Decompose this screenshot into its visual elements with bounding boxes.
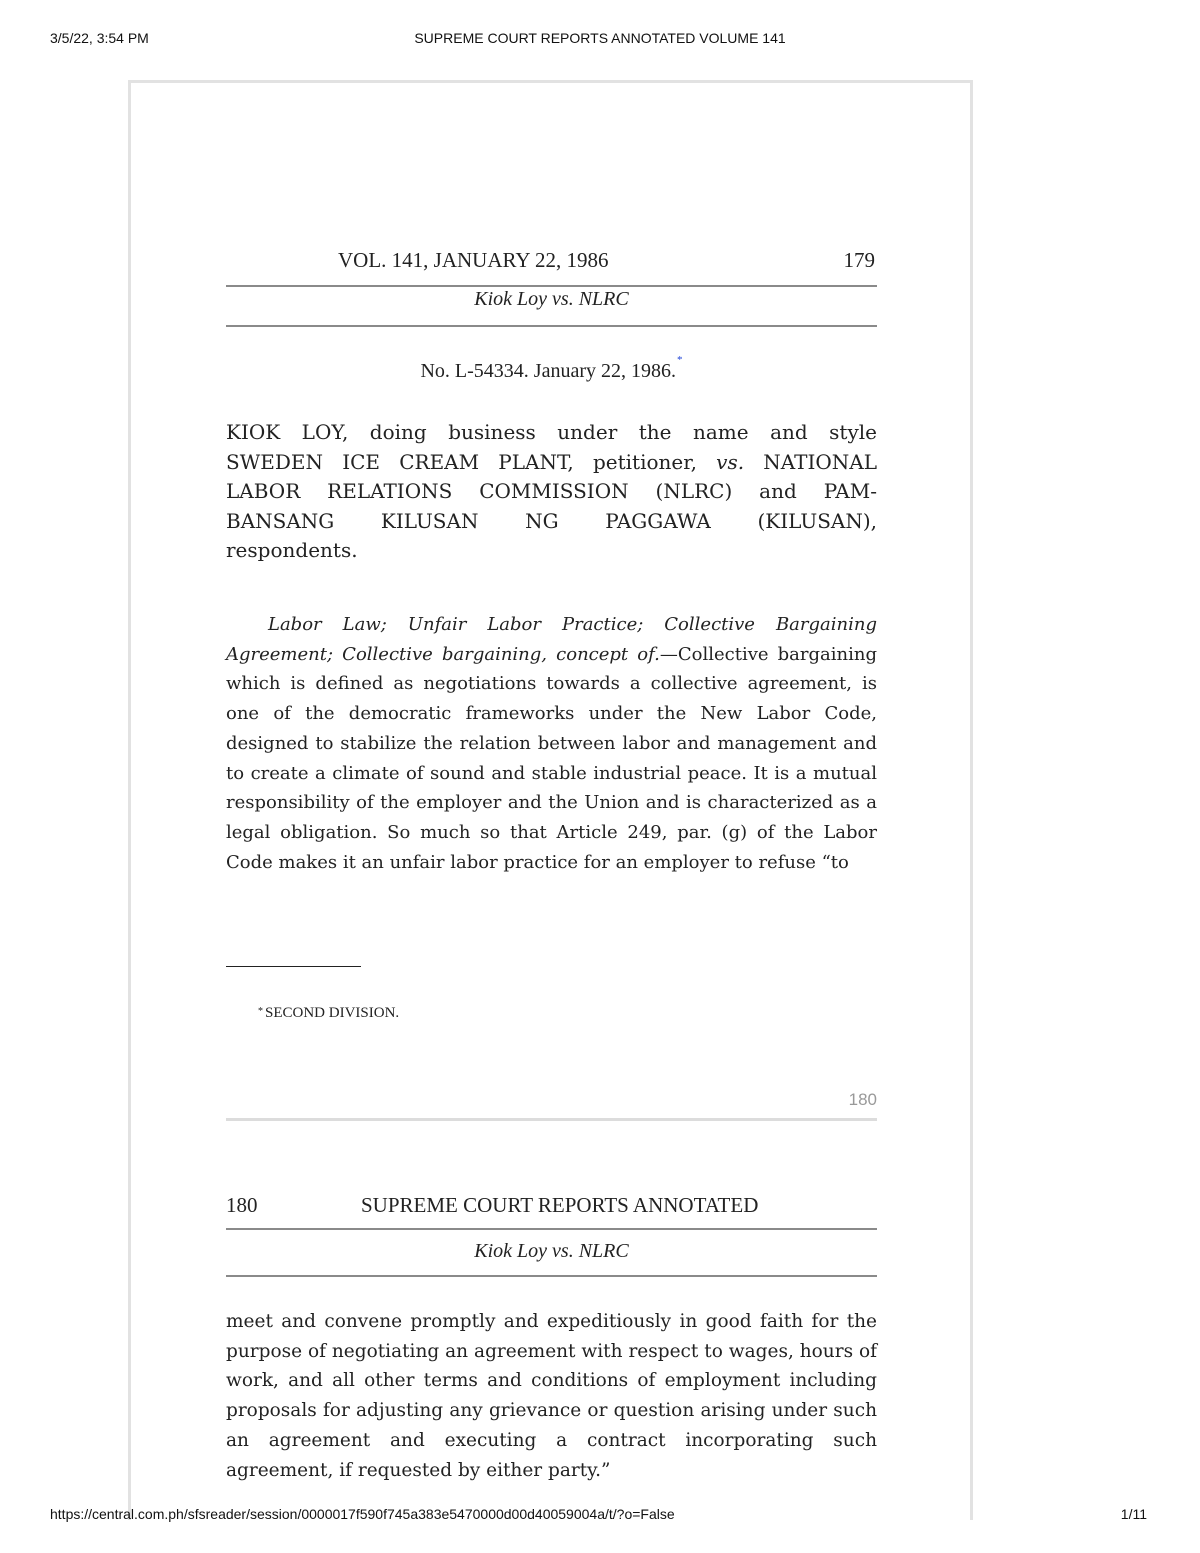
syllabus-paragraph [226, 610, 877, 877]
running-head-reporter-title: SUPREME COURT REPORTS ANNOTATED [361, 1193, 759, 1217]
case-title-rule [226, 1275, 877, 1277]
parties-line: KIOK LOY, doing business under the name and style [226, 420, 877, 444]
print-title: SUPREME COURT REPORTS ANNOTATED VOLUME 141 [414, 30, 786, 46]
running-head-volume: VOL. 141, JANUARY 22, 1986 [338, 248, 609, 272]
case-title-rule [226, 325, 877, 327]
parties-line: BANSANG KILUSAN NG PAGGAWA (KILUSAN), [226, 508, 877, 533]
footnote [258, 1005, 399, 1022]
page-break-marker: 180 [848, 1090, 877, 1109]
footnote-rule [226, 966, 361, 967]
footnote-mark: * [258, 1006, 263, 1017]
running-head-page2 [226, 1193, 877, 1223]
print-url: https://central.com.ph/sfsreader/session/0000017f590f745a383e5470000d00d40059004a/t/?o=False [50, 1506, 675, 1522]
running-head-rule [226, 285, 877, 287]
footnote-text: SECOND DIVISION. [265, 1005, 400, 1021]
print-datetime: 3/5/22, 3:54 PM [50, 30, 149, 46]
parties-block [226, 418, 877, 566]
syllabus-text: —Collective bargaining which is defined as negotiations towards a collective agreement, is one of the democratic frameworks under the New Labor Code, designed to stabilize the relation between labor and management and to create a climate of sound and stable industrial peace. It is a mutual responsibility of the employer and the Union and is characterized as a legal obligation. So much so that Article 249, par. (g) of the Labor Code makes it an unfair labor practice for an employer to refuse “to [226, 643, 877, 873]
running-head-rule [226, 1228, 877, 1230]
page-break-rule [226, 1118, 877, 1121]
running-head-page-number: 179 [843, 248, 875, 272]
print-footer [0, 1506, 1200, 1526]
print-page-count: 1/11 [1120, 1506, 1147, 1522]
case-short-title: Kiok Loy vs. NLRC [474, 288, 629, 310]
running-head-page-number: 180 [226, 1193, 258, 1217]
print-header [0, 30, 1200, 50]
syllabus-keywords: Labor Law; Unfair Labor Practice; Collective Bargaining Agreement; Collective bargaining, concept of. [226, 614, 877, 665]
continuation-paragraph: meet and convene promptly and expeditiously in good faith for the purpose of negotiating an agreement with respect to wages, hours of work, and all other terms and conditions of employment including proposals for adjusting any grievance or question arising under such an agreement and executing a contract incorporating such agreement, if requested by either party.” [226, 1311, 877, 1481]
footnote-reference-link[interactable]: * [677, 354, 683, 366]
parties-line: LABOR RELATIONS COMMISSION (NLRC) and PAM- [226, 479, 877, 503]
parties-line: respondents. [226, 538, 358, 562]
case-short-title: Kiok Loy vs. NLRC [474, 1240, 629, 1262]
parties-line: SWEDEN ICE CREAM PLANT, petitioner, vs. NATIONAL [226, 449, 877, 474]
docket-text: No. L-54334. January 22, 1986. [420, 360, 677, 382]
running-head [226, 248, 877, 278]
docket-number [226, 354, 877, 383]
